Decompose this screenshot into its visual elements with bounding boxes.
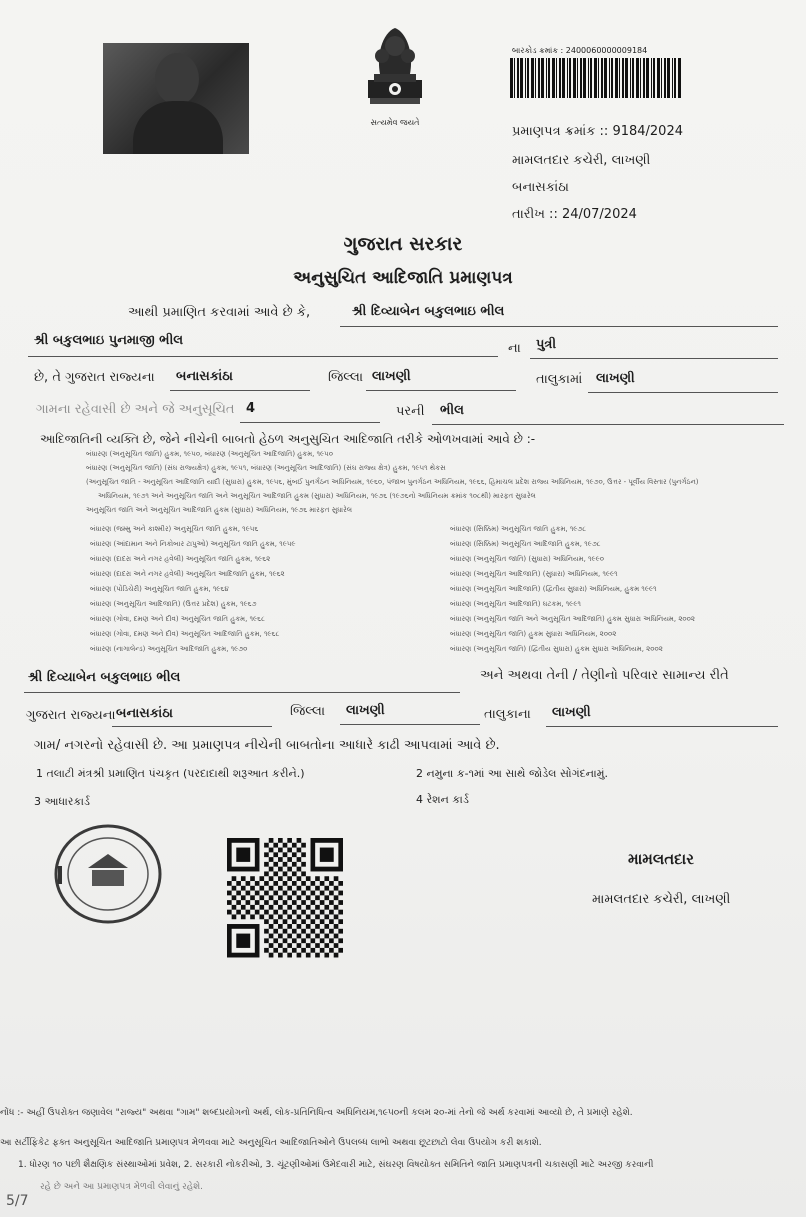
certify-text: આથી પ્રમાણિત કરવામાં આવે છે કે,: [128, 305, 311, 320]
legal-line: બંધારણ (અનુસૂચિત જાતિ) (સંઘ રાજ્યક્ષેત્ર) હુકમ, ૧૯૫૧, બંધારણ (અનુસૂચિત આદિજાતિ) (સંઘ રાજ્ય ક્ષેત્ર) હુકમ, ૧૯૫૧ થેકસ: [86, 464, 446, 472]
order-item: બંધારણ (અનુસૂચિત આદિજાતિ) ઘટકમ, ૧૯૯૧: [450, 600, 581, 608]
village-label: ગામના રહેવાસી છે અને જે અનુસૂચિત: [36, 402, 235, 417]
family-text: અને અથવા તેની / તેણીનો પરિવાર સામાન્ય રીતે: [480, 668, 729, 683]
order-item: બંધારણ (અનુસૂચિત આદિજાતિ) (ઉત્તર પ્રદેશ) હુકમ, ૧૯૬૭: [90, 600, 257, 608]
legal-line: (અનુસૂચિત જાતિ - અનુસૂચિત આદિજાતિ યાદી (સુધારા) હુકમ, ૧૯૫૬, મુંબઈ પુનર્ગઠન અધિનિયમ, ૧૯૬૦, પંજાબ પુનર્ગઠન અધિનિયમ, ૧૯૬૬, હિમાચલ પ્રદેશ રાજ્ય અધિનિયમ, ૧૯૭૦, ઉત્તર - પૂર્વીય વિસ્તાર (પુનર્ગઠન): [86, 478, 699, 486]
state-label: છે, તે ગુજરાત રાજ્યના: [34, 370, 155, 385]
order-item: બંધારણ (જમ્મુ અને કાશ્મીર) અનુસૂચિત જાતિ હુકમ, ૧૯૫૬: [90, 525, 259, 533]
page-corner-mark: 5/7: [6, 1193, 29, 1209]
office-seal-icon: [48, 822, 162, 926]
district-value: લાખણી: [372, 369, 411, 384]
government-title: ગુજરાત સરકાર: [343, 233, 463, 255]
taluka-value: લાખણી: [596, 371, 635, 386]
order-item: બંધારણ (સિક્કિમ) અનુસૂચિત જાતિ હુકમ, ૧૯૭૮: [450, 525, 587, 533]
basis-item: 3 આધારકાર્ડ: [34, 795, 90, 808]
signatory-office: મામલતદાર કચેરી, લાખણી: [592, 892, 731, 907]
issuing-district: બનાસકાંઠા: [512, 180, 569, 195]
district2-value: લાખણી: [346, 703, 385, 718]
footer-note: રહે છે અને આ પ્રમાણપત્ર મેળવી લેવાનું રહેશે.: [40, 1182, 204, 1192]
tribe-text: આદિજાતિની વ્યક્તિ છે, જેને નીચેની બાબતો હેઠળ અનુસુચિત આદિજાતિ તરીકે ઓળખવામાં આવે છે :-: [40, 432, 536, 446]
order-item: બંધારણ (અનુસૂચિત જાતિ) (સુધારા) અધિનિયમ, ૧૯૯૦: [450, 555, 604, 563]
signatory-title: મામલતદાર: [628, 850, 694, 868]
applicant-photo: [103, 43, 249, 154]
basis-item: 4 રેશન કાર્ડ: [416, 793, 469, 806]
order-item: બંધારણ (આંદામાન અને નિકોબાર ટાપુઓ) અનુસૂચિત જાતિ હુકમ, ૧૯૫૯: [90, 540, 296, 548]
legal-line: અધિનિયમ, ૧૯૭૧ અને અનુસૂચિત જાતિ અને અનુસૂચિત આદિજાતિ હુકમ (સુધારા) અધિનિયમ, ૧૯૭૬ (૧૯૭૬નો અધિનિયમ ક્રમાંક ૧૦૮થી) મારફત સુધારેલ: [98, 492, 536, 500]
barcode-icon: [510, 58, 684, 98]
basis-item: 1 તલાટી મંત્રશ્રી પ્રમાણિત પંચકૃત (પરદાદાથી શરૂઆત કરીને.): [36, 767, 305, 780]
order-item: બંધારણ (અનુસૂચિત જાતિ) (દ્વિતીય સુધારા) હુકમ સુધારા અધિનિયમ, ૨૦૦૨: [450, 645, 663, 653]
relation-label: ના: [508, 341, 521, 356]
qr-code-icon: [227, 838, 343, 958]
issue-date: તારીખ :: 24/07/2024: [512, 207, 637, 222]
legal-line: બંધારણ (અનુસૂચિત જાતિ) હુકમ, ૧૯૫૦, બંધારણ (અનુસૂચિત આદિજાતિ) હુકમ, ૧૯૫૦: [86, 450, 333, 458]
footer-note: આ સર્ટીફિકેટ ફક્ત અનુસૂચિત આદિજાતિ પ્રમાણપત્ર મેળવવા માટે અનુસૂચિત આદિજાતિઓને ઉપલબ્ધ લાભો અથવા છૂટછાટો લેવા ઉપયોગ કરી શકાશે.: [0, 1138, 542, 1148]
person-name-repeat: શ્રી દિવ્યાબેન બકુલભાઇ ભીલ: [28, 670, 181, 685]
order-item: બંધારણ (પોંડિચેરી) અનુસૂચિત જાતિ હુકમ, ૧૯૬૪: [90, 585, 229, 593]
national-emblem-icon: [360, 22, 430, 132]
father-name: શ્રી બકુલભાઇ પુનમાજી ભીલ: [34, 333, 184, 348]
footer-note: નોંધ :- અહીં ઉપરોક્ત જણાવેલ "રાજ્ય" અથવા "ગામ" શબ્દપ્રયોગનો અર્થ, લોક-પ્રતિનિધિત્વ અધિનિયમ,૧૯૫૦ની કલમ ૨૦-માં તેનો જે અર્થ કરવામાં આવ્યો છે, તે પ્રમાણે રહેશે.: [0, 1108, 633, 1118]
caste-label: પરની: [396, 404, 425, 419]
certificate-title: અનુસુચિત આદિજાતિ પ્રમાણપત્ર: [293, 268, 513, 288]
taluka2-value: લાખણી: [552, 705, 591, 720]
order-item: બંધારણ (અનુસૂચિત આદિજાતિ) (દ્વિતીય સુધારા) અધિનિયમ, હુકમ ૧૯૯૧: [450, 585, 657, 593]
taluka-label: તાલુકામાં: [536, 372, 583, 387]
legal-references: [86, 447, 766, 517]
order-item: બંધારણ (અનુસૂચિત આદિજાતિ) (સુધારા) અધિનિયમ, ૧૯૯૧: [450, 570, 618, 578]
order-item: બંધારણ (ગોવા, દમણ અને દીવ) અનુસૂચિત જાતિ હુકમ, ૧૯૬૮: [90, 615, 265, 623]
caste-value: ભીલ: [440, 403, 464, 418]
basis-text: ગામ/ નગરનો રહેવાસી છે. આ પ્રમાણપત્ર નીચેની બાબતોના આધારે કાઢી આપવામાં આવે છે.: [34, 738, 500, 753]
order-item: બંધારણ (ગોવા, દમણ અને દીવ) અનુસૂચિત આદિજાતિ હુકમ, ૧૯૬૮: [90, 630, 280, 638]
issuing-office: મામલતદાર કચેરી, લાખણી: [512, 153, 651, 168]
state2-value: બનાસકાંઠા: [116, 706, 173, 721]
village-value: 4: [246, 401, 256, 416]
orders-left: [90, 522, 430, 657]
state-value: બનાસકાંઠા: [176, 369, 233, 384]
certificate-number: પ્રમાણપત્ર ક્રમાંક :: 9184/2024: [512, 124, 683, 139]
relation-value: પુત્રી: [536, 337, 557, 352]
order-item: બંધારણ (નાગાલેન્ડ) અનુસૂચિત આદિજાતિ હુકમ, ૧૯૭૦: [90, 645, 248, 653]
order-item: બંધારણ (સિક્કિમ) અનુસૂચિત આદિજાતિ હુકમ, ૧૯૭૮: [450, 540, 601, 548]
footer-note: 1. ધોરણ ૧૦ પછી શૈક્ષણિક સંસ્થાઓમાં પ્રવેશ, 2. સરકારી નોકરીઓ, 3. ચૂંટણીઓમાં ઉમેદવારી માટે, સંઘરણ વિષયોક્ત સમિતિને જાતિ પ્રમાણપત્રની ચકાસણી માટે અરજી કરવાની: [18, 1160, 654, 1170]
barcode-number: બારકોડ ક્રમાંક : 2400060000009184: [512, 46, 648, 55]
order-item: બંધારણ (અનુસૂચિત જાતિ) હુકમ સુધારા અધિનિયમ, ૨૦૦૨: [450, 630, 617, 638]
state2-label: ગુજરાત રાજ્યના: [26, 708, 116, 723]
emblem-motto: સત્યમેવ જયતે: [370, 118, 420, 127]
district2-label: જિલ્લા: [290, 704, 326, 719]
order-item: બંધારણ (દાદરા અને નગર હવેલી) અનુસૂચિત જાતિ હુકમ, ૧૯૬૨: [90, 555, 271, 563]
order-item: બંધારણ (અનુસૂચિત જાતિ અને અનુસૂચિત આદિજાતિ) હુકમ સુધારા અધિનિયમ, ૨૦૦૨: [450, 615, 695, 623]
taluka2-label: તાલુકાના: [484, 707, 531, 722]
person-name: શ્રી દિવ્યાબેન બકુલભાઇ ભીલ: [352, 304, 505, 319]
orders-right: [450, 522, 780, 657]
basis-item: 2 નમુના ક-૧માં આ સાથે જોડેલ સોગંદનામું.: [416, 767, 608, 780]
order-item: બંધારણ (દાદરા અને નગર હવેલી) અનુસૂચિત આદિજાતિ હુકમ, ૧૯૬૨: [90, 570, 285, 578]
legal-line: અનુસૂચિત જાતિ અને અનુસૂચિત આદિજાતિ હુકમ (સુધારા) અધિનિયમ, ૧૯૭૬ મારફત સુધારેલ: [86, 506, 353, 514]
district-label: જિલ્લા: [328, 370, 364, 385]
